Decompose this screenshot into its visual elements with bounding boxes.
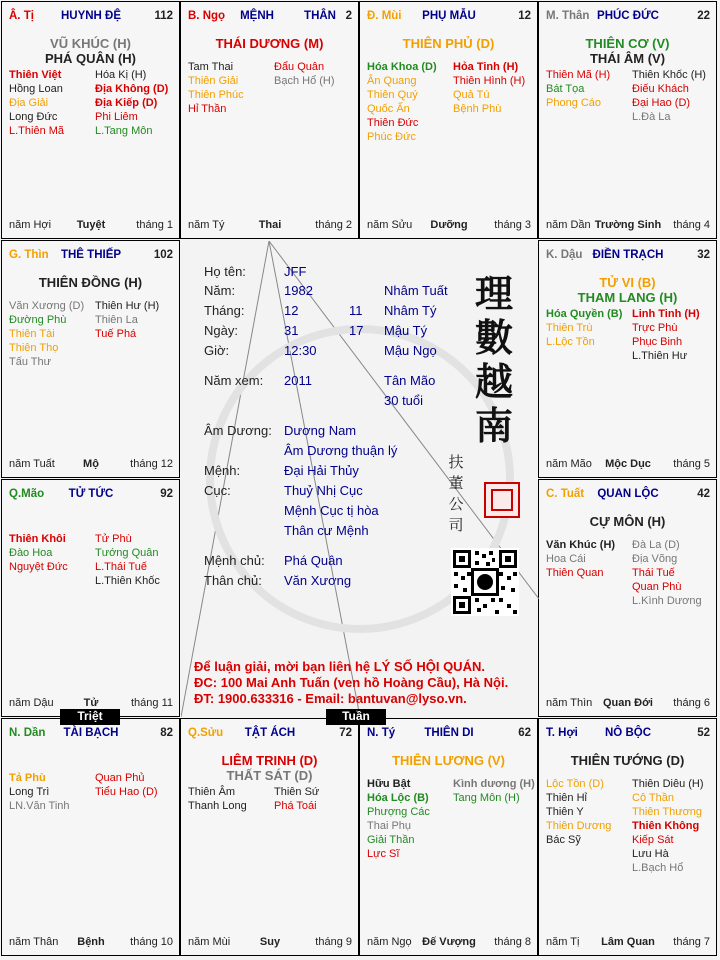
star-column-left (188, 785, 247, 813)
palace-cell-tuat (538, 479, 717, 717)
minor-star: Lưu Hà (632, 848, 669, 860)
palace-header (9, 249, 173, 263)
star-column-left (546, 307, 622, 349)
minor-star: Thiên Khôi (9, 533, 66, 545)
month-can: Nhâm Tý (384, 303, 437, 318)
minor-star: Tang Môn (H) (453, 792, 520, 804)
life-stage: Suy (259, 936, 281, 948)
palace-header (9, 488, 173, 502)
palace-month: tháng 6 (673, 697, 710, 709)
month-label: Tháng: (204, 303, 245, 318)
minor-star: Thiên Không (632, 820, 700, 832)
minor-star: Tuế Phá (95, 328, 137, 340)
minor-star: Đường Phù (9, 314, 67, 326)
palace-branch: C. Tuất (546, 488, 585, 500)
palace-footer (367, 219, 531, 233)
minor-star: Lực Sĩ (367, 848, 400, 860)
palace-year: năm Hợi (9, 219, 52, 231)
palace-cell-mao (1, 479, 180, 717)
palace-year: năm Tuất (9, 458, 55, 470)
palace-age-range: 82 (160, 727, 173, 739)
life-stage: Bệnh (77, 936, 105, 948)
life-stage: Đế Vượng (422, 936, 476, 948)
minor-star: Thanh Long (188, 800, 247, 812)
minor-star: Thiên Khốc (H) (632, 69, 706, 81)
calligraphy-char: 數 (474, 315, 513, 360)
seal-char: 扶 (448, 453, 464, 471)
minor-star: L.Kình Dương (632, 595, 702, 607)
month-lunar: 11 (349, 303, 363, 318)
minor-star: Thiên Phúc (188, 89, 244, 101)
palace-name: ĐIỀN TRẠCH (592, 249, 664, 261)
palace-footer (367, 936, 531, 950)
palace-footer (9, 936, 173, 950)
palace-cell-hoi (538, 718, 717, 956)
palace-month: tháng 5 (673, 458, 710, 470)
star-column-right (274, 785, 319, 813)
minor-star: Địa Kiếp (D) (95, 97, 158, 109)
main-star: THÁI DƯƠNG (M) (215, 36, 324, 51)
palace-month: tháng 3 (494, 219, 531, 231)
palace-branch: K. Dậu (546, 249, 583, 261)
view-year-value: 2011 (284, 373, 312, 388)
minor-star: L.Lộc Tồn (546, 336, 595, 348)
minor-star: Đẩu Quân (274, 61, 325, 73)
minor-star: Long Trì (9, 786, 50, 798)
contact-line: Để luận giải, mời bạn liên hệ LÝ SỐ HỘI QUÁN. (194, 659, 485, 674)
minor-star: Thiên Giải (188, 75, 239, 87)
minor-star: Trực Phù (632, 322, 678, 334)
thanchu-label: Thân chủ: (204, 573, 262, 588)
palace-branch: N. Dần (9, 727, 46, 739)
star-column-left (546, 777, 611, 847)
main-star: THIÊN ĐỒNG (H) (38, 275, 143, 290)
minor-star: Kiếp Sát (632, 834, 674, 846)
minor-star: Long Đức (9, 111, 58, 123)
star-column-right (95, 68, 168, 138)
than-marker: THÂN (304, 10, 336, 22)
minor-star: Thai Phụ (367, 820, 412, 832)
palace-footer (188, 936, 352, 950)
palace-year: năm Thìn (546, 697, 593, 709)
palace-footer (546, 697, 710, 711)
palace-footer (546, 458, 710, 472)
minor-star: Thiên Y (546, 806, 584, 818)
main-star: THẤT SÁT (D) (226, 768, 313, 783)
palace-name: PHỤ MẪU (422, 10, 476, 22)
star-column-right (453, 60, 525, 116)
hour-value: 12:30 (284, 343, 317, 358)
minor-star: Hỉ Thần (188, 103, 227, 115)
palace-age-range: 102 (153, 249, 173, 261)
minor-star: Thiên Quan (546, 567, 604, 579)
minor-star: L.Thái Tuế (95, 561, 147, 573)
main-star: CỰ MÔN (H) (589, 514, 666, 529)
palace-month: tháng 2 (315, 219, 352, 231)
seal-small-text (446, 452, 466, 536)
star-column-left (9, 68, 64, 138)
phone-email-line: ĐT: 1900.633316 - Email: bantuvan@lyso.vn. (194, 691, 467, 706)
palace-cell-than (538, 1, 717, 239)
palace-month: tháng 4 (673, 219, 710, 231)
palace-cell-ngo (180, 1, 359, 239)
life-stage: Lâm Quan (601, 936, 655, 948)
minor-star: Thiên Việt (9, 69, 62, 81)
palace-cell-ty2 (359, 718, 538, 956)
star-column-right (95, 299, 159, 341)
seal-char: 董 (448, 474, 464, 492)
menhchu-label: Mệnh chủ: (204, 553, 265, 568)
palace-footer (546, 936, 710, 950)
palace-name: QUAN LỘC (597, 488, 659, 500)
palace-footer (188, 219, 352, 233)
minor-star: Bát Tọa (546, 83, 585, 95)
palace-year: năm Mão (546, 458, 592, 470)
palace-branch: Q.Sửu (188, 727, 224, 739)
main-star: THIÊN TƯỚNG (D) (570, 753, 685, 768)
palace-cell-dan (1, 718, 180, 956)
minor-star: Tướng Quân (95, 547, 159, 559)
minor-star: Thiên Sứ (274, 786, 320, 798)
minor-star: Phúc Đức (367, 131, 416, 143)
palace-branch: Q.Mão (9, 488, 45, 500)
minor-star: Đại Hao (D) (632, 97, 691, 109)
palace-age-range: 12 (518, 10, 531, 22)
year-value: 1982 (284, 283, 313, 298)
main-star: THAM LANG (H) (577, 290, 678, 305)
life-stage: Thai (258, 219, 282, 231)
star-column-left (9, 532, 68, 574)
palace-name: TÀI BẠCH (63, 727, 119, 739)
palace-footer (9, 219, 173, 233)
star-column-right (274, 60, 335, 88)
minor-star: Phi Liêm (95, 111, 138, 123)
palace-footer (546, 219, 710, 233)
minor-star: Ân Quang (367, 75, 417, 87)
menhchu-value: Phá Quân (284, 553, 343, 568)
palace-header (367, 10, 531, 24)
main-star: THIÊN PHỦ (D) (402, 36, 495, 51)
main-star: THÁI ÂM (V) (589, 51, 666, 66)
minor-star: Thiên Tài (9, 328, 55, 340)
palace-header (546, 249, 710, 263)
minor-star: Thiên Hỉ (546, 792, 587, 804)
palace-month: tháng 8 (494, 936, 531, 948)
name-label: Họ tên: (204, 264, 246, 279)
minor-star: Thiên Âm (188, 786, 236, 798)
palace-age-range: 112 (154, 10, 173, 22)
minor-star: Phượng Các (367, 806, 430, 818)
minor-star: Thái Tuế (632, 567, 675, 579)
minor-star: Đào Hoa (9, 547, 53, 559)
star-column-left (9, 771, 70, 813)
menh-label: Mệnh: (204, 463, 241, 478)
star-column-left (188, 60, 244, 116)
minor-star: Địa Không (D) (95, 83, 169, 95)
palace-branch: B. Ngọ (188, 10, 226, 22)
palace-header (546, 727, 710, 741)
calligraphy-char: 理 (474, 271, 513, 316)
star-column-left (367, 60, 437, 144)
main-star: PHÁ QUÂN (H) (45, 51, 136, 66)
minor-star: Giải Thần (367, 834, 415, 846)
palace-branch: Đ. Mùi (367, 10, 402, 22)
view-year-label: Năm xem: (204, 373, 264, 388)
palace-header (9, 727, 173, 741)
palace-year: năm Thân (9, 936, 59, 948)
minor-star: Hóa Kị (H) (95, 69, 147, 81)
aspect-line (269, 241, 360, 717)
red-seal-stamp (484, 482, 520, 518)
palace-age-range: 32 (697, 249, 710, 261)
life-stage: Dưỡng (430, 219, 468, 231)
minor-star: Thiên Thọ (9, 342, 59, 354)
palace-year: năm Tị (546, 936, 580, 948)
palace-branch: G. Thìn (9, 249, 49, 261)
year-can: Nhâm Tuất (384, 283, 448, 298)
palace-age-range: 62 (518, 727, 531, 739)
palace-age-range: 42 (697, 488, 710, 500)
palace-branch: T. Hợi (546, 727, 578, 739)
minor-star: Quan Phù (632, 581, 682, 593)
star-column-right (632, 68, 706, 124)
hour-can: Mậu Ngọ (384, 343, 437, 358)
minor-star: L.Thiên Mã (9, 125, 65, 137)
minor-star: Lộc Tồn (D) (546, 778, 604, 790)
minor-star: L.Đà La (632, 111, 671, 123)
palace-year: năm Dậu (9, 697, 54, 709)
palace-cell-suu (180, 718, 359, 956)
palace-month: tháng 11 (130, 697, 173, 709)
calligraphy-char: 南 (474, 403, 513, 448)
minor-star: Đà La (D) (632, 539, 680, 551)
palace-month: tháng 1 (136, 219, 173, 231)
palace-name: TỬ TỨC (68, 488, 114, 500)
minor-star: Địa Võng (632, 553, 678, 565)
palace-header (367, 727, 531, 741)
menh-value: Đại Hải Thủy (284, 463, 359, 478)
star-column-left (546, 538, 615, 580)
star-column-right (632, 538, 702, 608)
day-can: Mậu Tý (384, 323, 428, 338)
main-star: TỬ VI (B) (599, 275, 656, 290)
star-column-right (632, 307, 700, 363)
seal-char: 公 (448, 495, 464, 513)
cuc-label: Cục: (204, 483, 231, 498)
palace-header (546, 10, 710, 24)
palace-year: năm Mùi (188, 936, 231, 948)
palace-year: năm Ngọ (367, 936, 412, 948)
cuc-value: Thuỷ Nhị Cục (284, 483, 363, 498)
amduong-label: Âm Dương: (204, 423, 272, 438)
minor-star: Thiên Diêu (H) (632, 778, 704, 790)
calligraphy-char: 越 (474, 359, 513, 404)
life-stage: Tuyệt (76, 219, 106, 231)
thanchu-value: Văn Xương (284, 573, 352, 588)
minor-star: Thiên Dương (546, 820, 612, 832)
minor-star: Linh Tinh (H) (632, 308, 700, 320)
palace-branch: Â. Tị (9, 10, 34, 22)
palace-cell-dau (538, 240, 717, 478)
minor-star: Bác Sỹ (546, 834, 581, 846)
minor-star: Nguyệt Đức (9, 561, 68, 573)
minor-star: Thiên La (95, 314, 138, 326)
palace-month: tháng 7 (673, 936, 710, 948)
star-column-left (367, 777, 430, 861)
name-value: JFF (284, 264, 307, 279)
minor-star: Văn Xương (D) (9, 300, 85, 312)
star-column-right (95, 771, 158, 799)
palace-cell-ty (1, 1, 180, 239)
palace-month: tháng 12 (130, 458, 173, 470)
palace-name: TẬT ÁCH (244, 727, 296, 739)
star-column-left (546, 68, 610, 110)
minor-star: Cô Thần (632, 792, 674, 804)
minor-star: Tấu Thư (9, 356, 52, 368)
than-cu-value: Thân cư Mệnh (284, 523, 369, 538)
palace-name: MỆNH (240, 10, 274, 22)
minor-star: Điếu Khách (632, 83, 689, 95)
star-column-right (453, 777, 535, 805)
amduong-value: Dương Nam (284, 423, 357, 438)
minor-star: Thiên Thương (632, 806, 703, 818)
palace-age-range: 72 (339, 727, 352, 739)
life-stage: Quan Đới (603, 697, 653, 709)
year-label: Năm: (204, 283, 236, 298)
minor-star: Văn Khúc (H) (546, 539, 616, 551)
palace-name: PHÚC ĐỨC (597, 10, 659, 22)
day-lunar: 17 (349, 323, 364, 338)
palace-year: năm Dần (546, 219, 591, 231)
minor-star: Tiểu Hao (D) (95, 786, 158, 798)
main-star: LIÊM TRINH (D) (221, 753, 318, 768)
palace-age-range: 22 (697, 10, 710, 22)
minor-star: Hóa Quyền (B) (546, 308, 623, 320)
palace-header (546, 488, 710, 502)
minor-star: LN.Văn Tinh (9, 800, 70, 812)
palace-age-range: 92 (160, 488, 173, 500)
palace-age-range: 52 (697, 727, 710, 739)
minor-star: Kình dương (H) (453, 778, 535, 790)
palace-month: tháng 9 (315, 936, 352, 948)
minor-star: Thiên Hư (H) (95, 300, 160, 312)
qr-code[interactable] (451, 548, 519, 616)
palace-cell-thin (1, 240, 180, 478)
minor-star: L.Thiên Khốc (95, 575, 160, 587)
minor-star: Bệnh Phù (453, 103, 502, 115)
seal-char: 司 (448, 516, 464, 534)
palace-year: năm Tý (188, 219, 225, 231)
day-label: Ngày: (204, 323, 238, 338)
palace-month: tháng 10 (130, 936, 173, 948)
main-star: THIÊN CƠ (V) (585, 36, 670, 51)
palace-name: HUYNH ĐỆ (60, 10, 122, 22)
star-column-left (9, 299, 84, 369)
minor-star: Hữu Bật (367, 778, 411, 790)
life-stage: Tử (83, 697, 99, 709)
minor-star: Hóa Lộc (B) (367, 792, 429, 804)
minor-star: L.Tang Môn (95, 125, 153, 137)
life-stage: Trường Sinh (594, 219, 662, 231)
minor-star: Phục Binh (632, 336, 683, 348)
palace-footer (9, 458, 173, 472)
palace-header (188, 10, 352, 24)
minor-star: Quốc Ấn (367, 103, 410, 115)
minor-star: Hồng Loan (9, 83, 63, 95)
triet-tag: Triệt (60, 709, 120, 725)
hour-label: Giờ: (204, 343, 230, 358)
minor-star: Tam Thai (188, 61, 234, 73)
amduong-note: Âm Dương thuận lý (284, 443, 398, 458)
main-star: THIÊN LƯƠNG (V) (392, 753, 505, 768)
calligraphy-text (474, 272, 514, 448)
minor-star: Phong Cáo (546, 97, 602, 109)
life-stage: Mộc Dục (605, 458, 651, 470)
minor-star: Thiên Quý (367, 89, 418, 101)
palace-branch: M. Thân (546, 10, 590, 22)
minor-star: L.Thiên Hư (632, 350, 688, 362)
main-star: VŨ KHÚC (H) (50, 36, 131, 51)
address-line: ĐC: 100 Mai Anh Tuấn (ven hồ Hoàng Cầu), Hà Nội. (194, 675, 509, 690)
star-column-right (632, 777, 704, 875)
cuc-note: Mệnh Cục tị hòa (284, 503, 379, 518)
minor-star: L.Bạch Hổ (632, 862, 684, 874)
palace-header (9, 10, 173, 24)
tuan-tag: Tuần (326, 709, 386, 725)
age-value: 30 tuổi (384, 393, 424, 408)
minor-star: Quả Tú (453, 89, 490, 101)
minor-star: Thiên Hình (H) (453, 75, 526, 87)
palace-header (188, 727, 352, 741)
minor-star: Bạch Hổ (H) (274, 75, 335, 87)
palace-name: NÔ BỘC (605, 727, 651, 739)
palace-name: THIÊN DI (424, 727, 474, 739)
palace-year: năm Sửu (367, 219, 413, 231)
minor-star: Thiên Đức (367, 117, 419, 129)
minor-star: Quan Phủ (95, 772, 145, 784)
view-year-can: Tân Mão (384, 373, 436, 388)
minor-star: Tả Phù (9, 772, 46, 784)
palace-age-range: 2 (345, 10, 352, 22)
palace-name: THÊ THIẾP (60, 249, 122, 261)
day-value: 31 (284, 323, 299, 338)
minor-star: Hoa Cái (546, 553, 586, 565)
palace-cell-mui (359, 1, 538, 239)
minor-star: Hỏa Tinh (H) (453, 61, 519, 73)
life-stage: Mộ (83, 458, 99, 470)
minor-star: Hóa Khoa (D) (367, 61, 437, 73)
minor-star: Thiên Trù (546, 322, 593, 334)
minor-star: Phá Toái (274, 800, 317, 812)
month-value: 12 (284, 303, 299, 318)
star-column-right (95, 532, 160, 588)
minor-star: Địa Giải (9, 97, 49, 109)
minor-star: Thiên Mã (H) (546, 69, 611, 81)
palace-branch: N. Tý (367, 727, 396, 739)
minor-star: Tử Phù (95, 533, 132, 545)
